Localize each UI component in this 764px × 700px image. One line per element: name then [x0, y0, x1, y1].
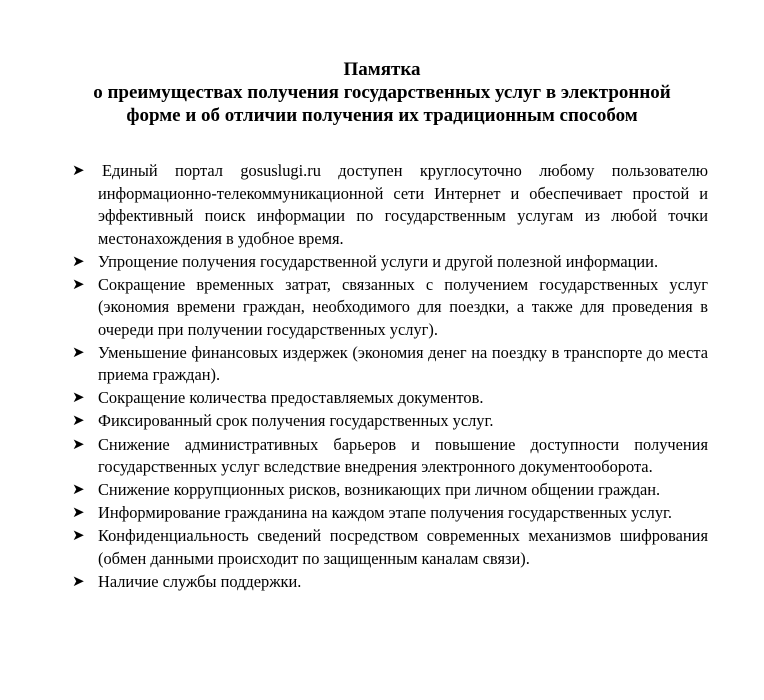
list-item-text: Сокращение временных затрат, связанных с получением государственных услуг (экономия времени граждан, необходимого для поездки, а также для проведения в очереди при получении государственных услуг). — [98, 274, 708, 339]
list-item-text: Фиксированный срок получения государственных услуг. — [98, 411, 494, 431]
list-item — [0, 274, 708, 342]
list-item — [0, 525, 708, 570]
list-item-text: Снижение административных барьеров и повышение доступности получения государственных услуг вследствие внедрения электронного документооборота. — [98, 434, 708, 477]
arrowhead-bullet-icon: ➤ — [72, 390, 85, 407]
list-item-text: Наличие службы поддержки. — [98, 571, 302, 591]
arrowhead-bullet-icon: ➤ — [72, 573, 85, 590]
list-item — [0, 502, 708, 525]
list-item-text: Сокращение количества предоставляемых документов. — [98, 388, 484, 408]
arrowhead-bullet-icon: ➤ — [72, 505, 85, 522]
arrowhead-bullet-icon: ➤ — [72, 253, 85, 270]
list-item — [0, 251, 708, 274]
list-item — [0, 160, 708, 250]
list-item-text: Упрощение получения государственной услуги и другой полезной информации. — [98, 251, 659, 271]
list-item — [0, 410, 708, 433]
arrowhead-bullet-icon: ➤ — [72, 436, 85, 453]
memo-title — [0, 58, 764, 127]
arrowhead-bullet-icon: ➤ — [72, 413, 85, 430]
list-item-text: Уменьшение финансовых издержек (экономия денег на поездку в транспорте до места приема граждан). — [98, 342, 708, 385]
list-item-text: Снижение коррупционных рисков, возникающих при личном общении граждан. — [98, 480, 661, 500]
list-item — [0, 571, 708, 594]
list-item-text: Информирование гражданина на каждом этапе получения государственных услуг. — [98, 503, 672, 523]
memo-title-line-3: форме и об отличии получения их традиционным способом — [126, 105, 638, 126]
arrowhead-bullet-icon: ➤ — [72, 276, 85, 293]
list-item — [0, 434, 708, 479]
memo-title-line-1: Памятка — [343, 59, 421, 80]
advantages-list — [0, 160, 764, 594]
list-item-text: Конфиденциальность сведений посредством современных механизмов шифрования (обмен данными происходит по защищенным каналам связи). — [98, 526, 708, 568]
arrowhead-bullet-icon: ➤ — [72, 528, 85, 545]
list-item — [0, 342, 708, 387]
list-item — [0, 479, 708, 502]
arrowhead-bullet-icon: ➤ — [72, 163, 85, 179]
list-item-text: Единый портал gosuslugi.ru доступен круглосуточно любому пользователю информационно-телекоммуникационной сети Интернет и обеспечивает простой и эффективный поиск информации по государственным услугам из любой точки местонахождения в удобное время. — [98, 161, 708, 248]
list-item — [0, 387, 708, 410]
arrowhead-bullet-icon: ➤ — [72, 482, 85, 499]
memo-title-line-2: о преимуществах получения государственных услуг в электронной — [93, 82, 671, 103]
arrowhead-bullet-icon: ➤ — [72, 344, 85, 361]
